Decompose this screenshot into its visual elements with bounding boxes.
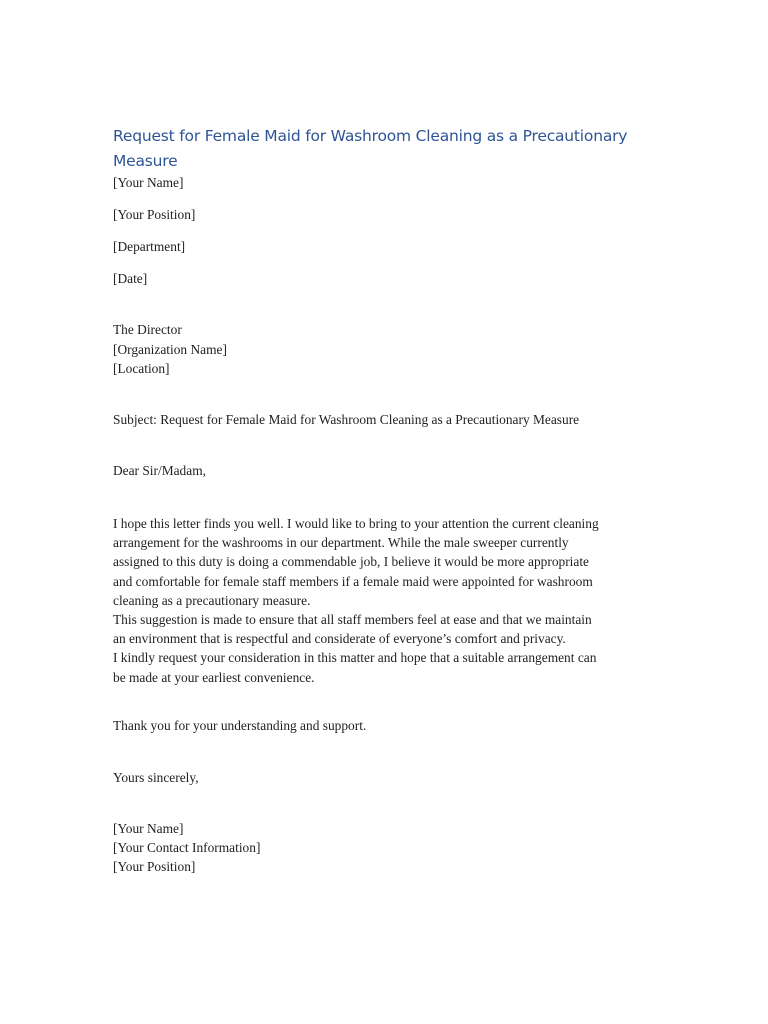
recipient-location: [Location] bbox=[113, 361, 170, 376]
thanks-line: Thank you for your understanding and support. bbox=[113, 718, 367, 733]
body-line: I hope this letter finds you well. I would like to bring to your attention the current cleaning bbox=[113, 516, 599, 531]
closing: Yours sincerely, bbox=[113, 770, 199, 785]
salutation: Dear Sir/Madam, bbox=[113, 463, 206, 478]
body-line: and comfortable for female staff members if a female maid were appointed for washroom bbox=[113, 573, 593, 589]
signature-name: [Your Name] bbox=[113, 821, 184, 836]
sender-department: [Department] bbox=[113, 239, 186, 254]
sender-position: [Your Position] bbox=[113, 207, 196, 222]
recipient-title: The Director bbox=[113, 322, 182, 337]
body-line: an environment that is respectful and considerate of everyone’s comfort and privacy. bbox=[113, 631, 566, 647]
body-line: be made at your earliest convenience. bbox=[113, 669, 315, 685]
letter-subject: Subject: Request for Female Maid for Washroom Cleaning as a Precautionary Measure bbox=[113, 412, 580, 427]
signature-contact: [Your Contact Information] bbox=[113, 840, 261, 855]
letter-title: Request for Female Maid for Washroom Cleaning as a Precautionary Measure bbox=[113, 127, 628, 170]
body-line: I kindly request your consideration in this matter and hope that a suitable arrangement can bbox=[113, 650, 597, 666]
body-line: cleaning as a precautionary measure. bbox=[113, 592, 311, 608]
signature-position: [Your Position] bbox=[113, 859, 196, 874]
sender-name: [Your Name] bbox=[113, 175, 184, 190]
body-line: assigned to this duty is doing a commendable job, I believe it would be more appropriate bbox=[113, 554, 590, 570]
letter-body bbox=[113, 514, 658, 687]
body-line: arrangement for the washrooms in our department. While the male sweeper currently bbox=[113, 535, 569, 551]
letter-date: [Date] bbox=[113, 271, 148, 286]
recipient-organization: [Organization Name] bbox=[113, 342, 227, 357]
body-line: This suggestion is made to ensure that all staff members feel at ease and that we maintain bbox=[113, 612, 592, 628]
